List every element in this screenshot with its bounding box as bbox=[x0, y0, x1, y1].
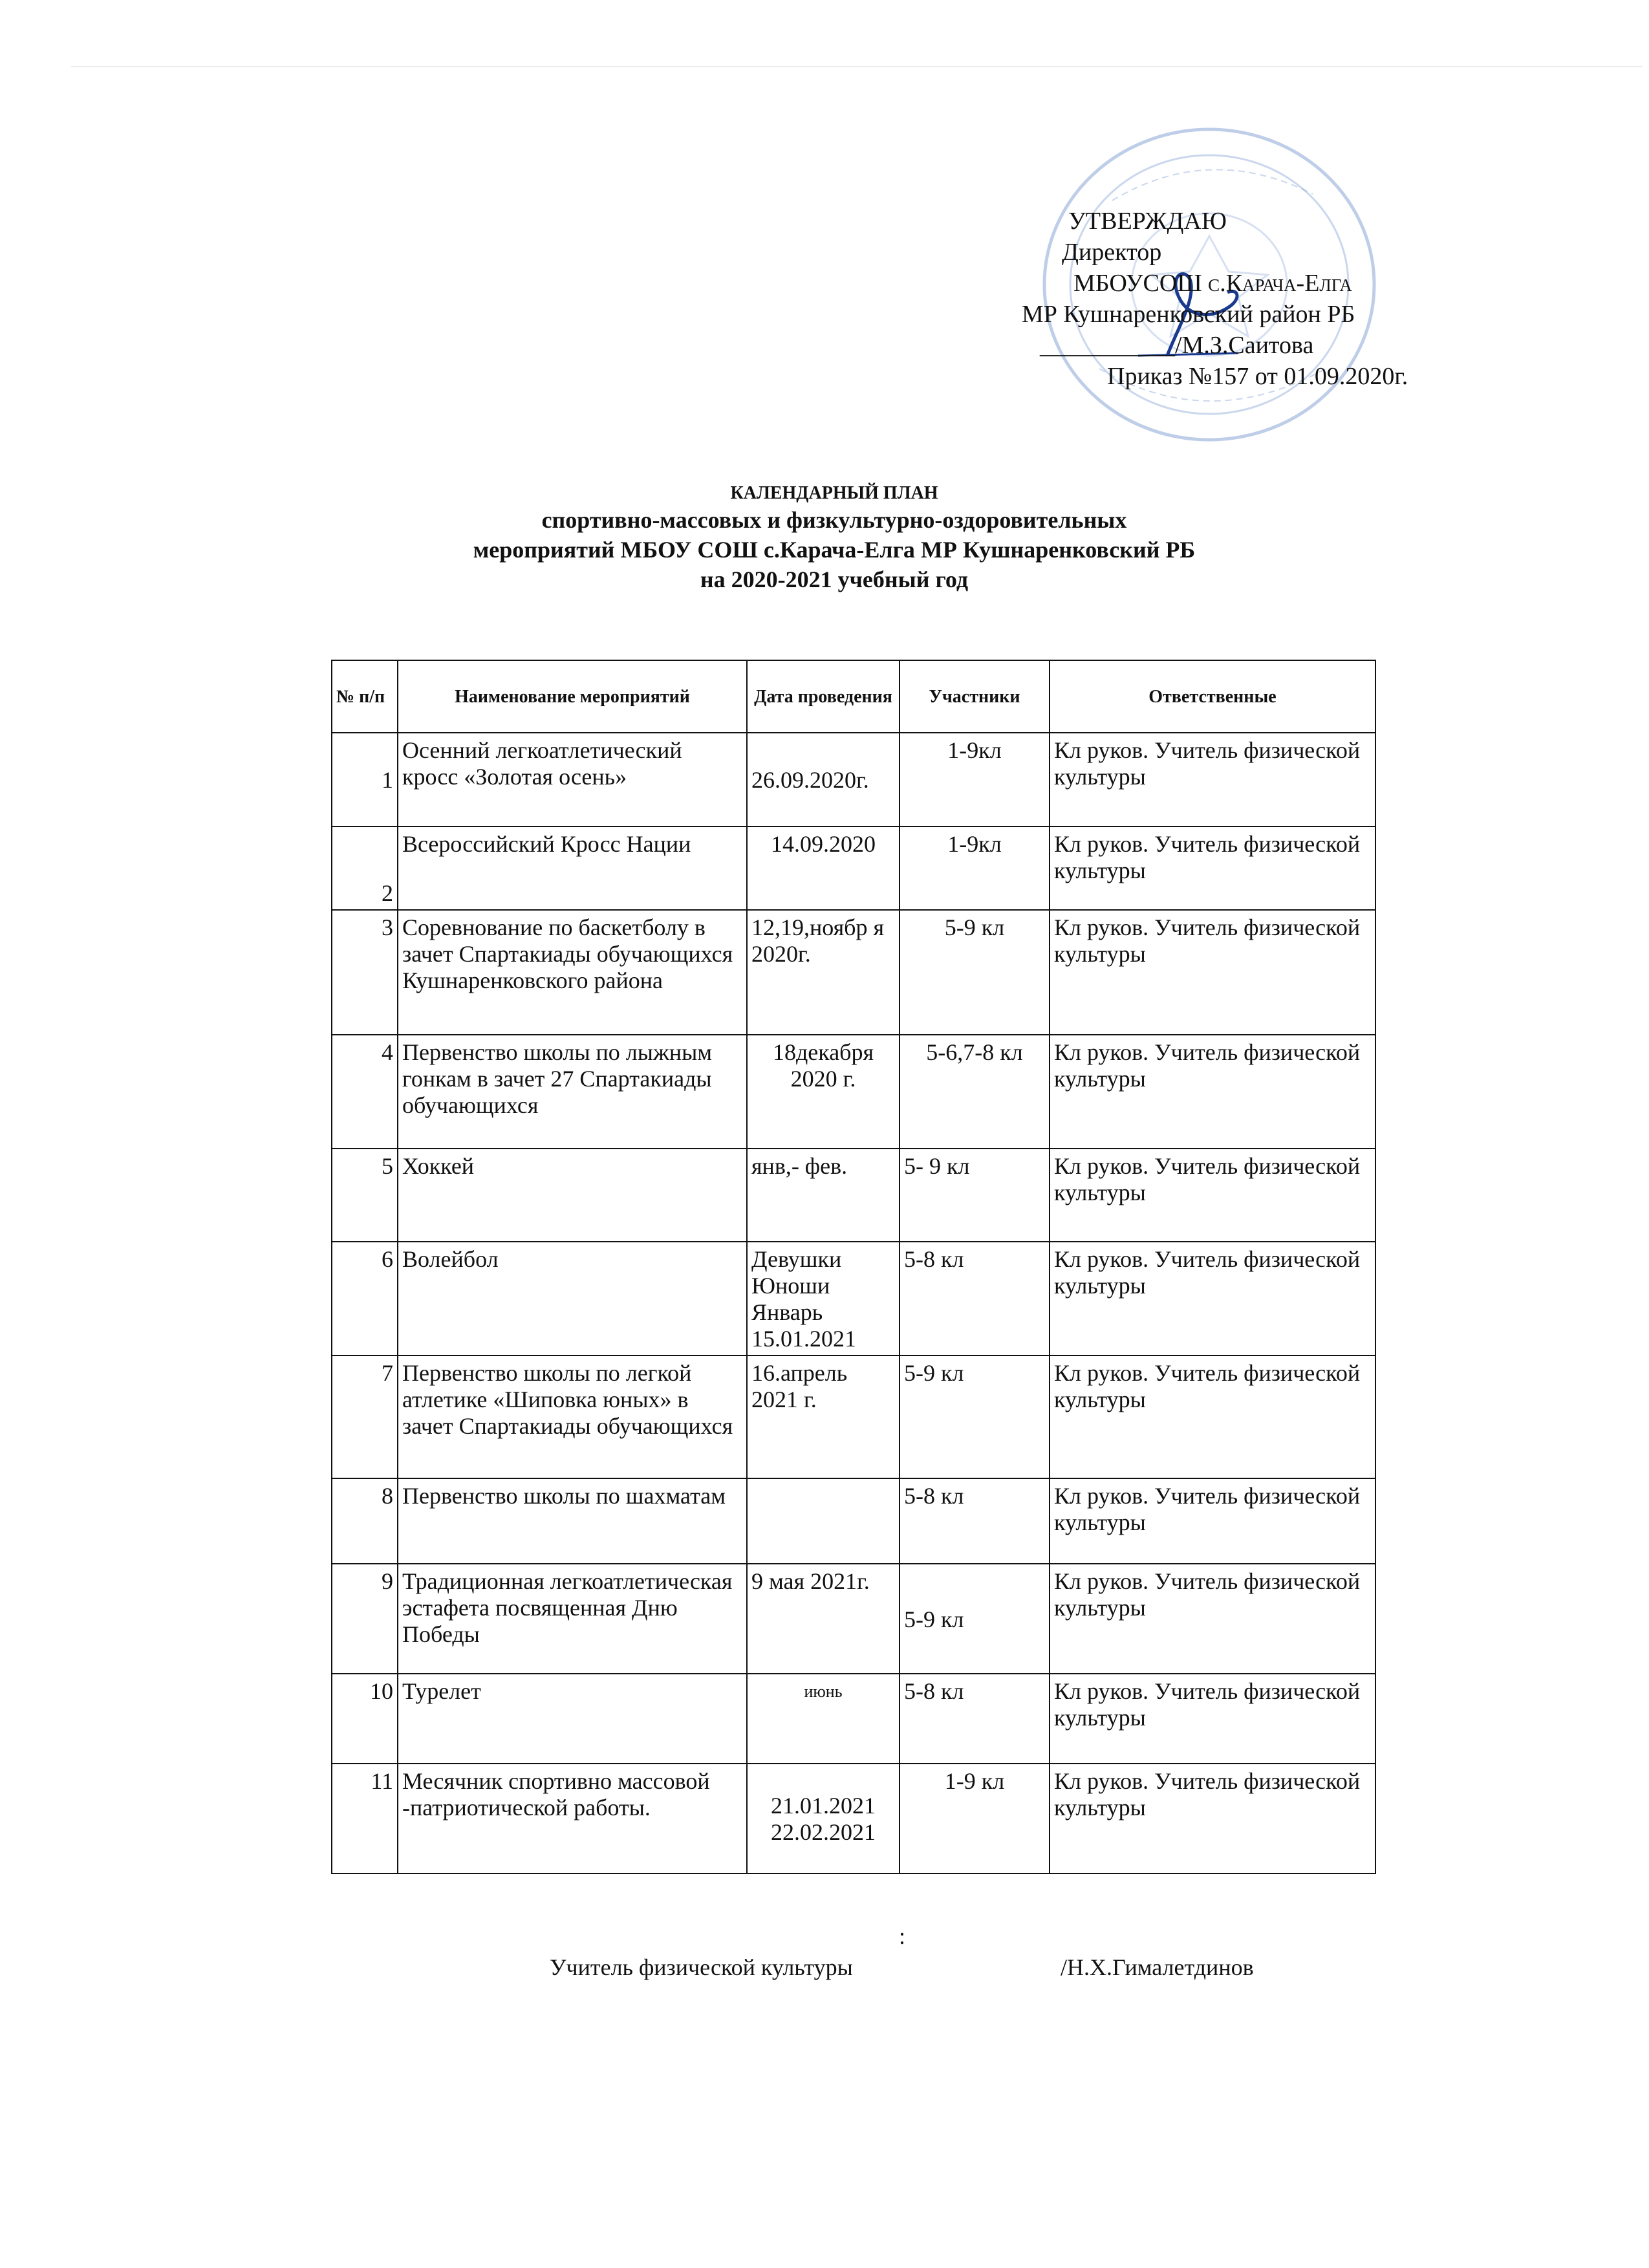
table-row bbox=[332, 1035, 1375, 1149]
row-participants: 1-9кл bbox=[900, 733, 1050, 826]
approval-order: Приказ №157 от 01.09.2020г. bbox=[1107, 363, 1408, 390]
row-num: 3 bbox=[332, 910, 398, 1035]
approval-school: МБОУСОШ с.Карача-Елга bbox=[1073, 270, 1352, 297]
row-participants: 5-8 кл bbox=[900, 1674, 1050, 1764]
row-participants: 1-9 кл bbox=[900, 1764, 1050, 1874]
header-responsible: Ответственные bbox=[1050, 660, 1375, 733]
table-row bbox=[332, 910, 1375, 1035]
table-header-row bbox=[332, 660, 1375, 733]
row-responsible: Кл руков. Учитель физической культуры bbox=[1050, 910, 1375, 1035]
row-date: 21.01.2021 22.02.2021 bbox=[747, 1764, 900, 1874]
approval-block bbox=[1009, 206, 1500, 392]
table-row bbox=[332, 1478, 1375, 1564]
row-date: Девушки Юноши Январь 15.01.2021 bbox=[747, 1242, 900, 1355]
row-responsible: Кл руков. Учитель физической культуры bbox=[1050, 1674, 1375, 1764]
row-participants: 5-9 кл bbox=[900, 910, 1050, 1035]
title-line-4: на 2020-2021 учебный год bbox=[700, 567, 969, 592]
row-responsible: Кл руков. Учитель физической культуры bbox=[1050, 826, 1375, 910]
row-name: Турелет bbox=[398, 1674, 747, 1764]
row-name: Традиционная легкоатлетическая эстафета посвященная Дню Победы bbox=[398, 1564, 747, 1674]
row-name: Осенний легкоатлетический кросс «Золотая осень» bbox=[398, 733, 747, 826]
row-date bbox=[747, 1478, 900, 1564]
title-line-1: КАЛЕНДАРНЫЙ ПЛАН bbox=[730, 483, 938, 503]
row-participants: 1-9кл bbox=[900, 826, 1050, 910]
footer-colon: : bbox=[899, 1923, 906, 1949]
row-name: Первенство школы по шахматам bbox=[398, 1478, 747, 1564]
table-row bbox=[332, 1674, 1375, 1764]
row-date: июнь bbox=[747, 1674, 900, 1764]
events-table bbox=[331, 660, 1376, 1874]
row-num: 10 bbox=[332, 1674, 398, 1764]
row-participants: 5-9 кл bbox=[900, 1564, 1050, 1674]
row-responsible: Кл руков. Учитель физической культуры bbox=[1050, 1149, 1375, 1242]
row-num: 11 bbox=[332, 1764, 398, 1874]
document-title bbox=[388, 482, 1280, 594]
header-participants: Участники bbox=[900, 660, 1050, 733]
scan-edge-line bbox=[71, 66, 1643, 67]
row-participants: 5-8 кл bbox=[900, 1242, 1050, 1355]
row-name: Соревнование по баскетболу в зачет Спартакиады обучающихся Кушнаренковского района bbox=[398, 910, 747, 1035]
table-row bbox=[332, 1149, 1375, 1242]
row-date: 9 мая 2021г. bbox=[747, 1564, 900, 1674]
row-name: Первенство школы по лыжным гонкам в зачет 27 Спартакиады обучающихся bbox=[398, 1035, 747, 1149]
table-row bbox=[332, 1355, 1375, 1478]
row-participants: 5-6,7-8 кл bbox=[900, 1035, 1050, 1149]
row-date: 12,19,ноябр я 2020г. bbox=[747, 910, 900, 1035]
row-name: Хоккей bbox=[398, 1149, 747, 1242]
row-date: янв,- фев. bbox=[747, 1149, 900, 1242]
footer-role: Учитель физической культуры bbox=[550, 1954, 853, 1980]
row-num: 7 bbox=[332, 1355, 398, 1478]
row-name: Всероссийский Кросс Нации bbox=[398, 826, 747, 910]
row-num: 4 bbox=[332, 1035, 398, 1149]
row-name: Волейбол bbox=[398, 1242, 747, 1355]
table-row bbox=[332, 733, 1375, 826]
row-responsible: Кл руков. Учитель физической культуры bbox=[1050, 1564, 1375, 1674]
table-row bbox=[332, 1242, 1375, 1355]
row-responsible: Кл руков. Учитель физической культуры bbox=[1050, 1035, 1375, 1149]
table-row bbox=[332, 826, 1375, 910]
row-date: 14.09.2020 bbox=[747, 826, 900, 910]
approval-director: Директор bbox=[1062, 239, 1162, 266]
row-num: 6 bbox=[332, 1242, 398, 1355]
title-line-2: спортивно-массовых и физкультурно-оздоровительных bbox=[541, 507, 1127, 533]
row-num: 2 bbox=[332, 826, 398, 910]
header-num: № п/п bbox=[332, 660, 398, 733]
table-row bbox=[332, 1764, 1375, 1874]
row-participants: 5-9 кл bbox=[900, 1355, 1050, 1478]
row-responsible: Кл руков. Учитель физической культуры bbox=[1050, 1355, 1375, 1478]
approval-approve: УТВЕРЖДАЮ bbox=[1068, 208, 1227, 235]
row-responsible: Кл руков. Учитель физической культуры bbox=[1050, 1478, 1375, 1564]
row-date: 16.апрель 2021 г. bbox=[747, 1355, 900, 1478]
row-participants: 5- 9 кл bbox=[900, 1149, 1050, 1242]
row-participants: 5-8 кл bbox=[900, 1478, 1050, 1564]
header-date: Дата проведения bbox=[747, 660, 900, 733]
footer-name: /Н.Х.Гималетдинов bbox=[1061, 1954, 1254, 1980]
row-num: 5 bbox=[332, 1149, 398, 1242]
row-responsible: Кл руков. Учитель физической культуры bbox=[1050, 1242, 1375, 1355]
row-num: 8 bbox=[332, 1478, 398, 1564]
table-row bbox=[332, 1564, 1375, 1674]
row-responsible: Кл руков. Учитель физической культуры bbox=[1050, 1764, 1375, 1874]
row-date: 26.09.2020г. bbox=[747, 733, 900, 826]
title-line-3: мероприятий МБОУ СОШ с.Карача-Елга МР Кушнаренковский РБ bbox=[473, 537, 1196, 563]
row-num: 9 bbox=[332, 1564, 398, 1674]
row-date: 18декабря 2020 г. bbox=[747, 1035, 900, 1149]
row-num: 1 bbox=[332, 733, 398, 826]
row-responsible: Кл руков. Учитель физической культуры bbox=[1050, 733, 1375, 826]
approval-district: МР Кушнаренковский район РБ bbox=[1022, 301, 1355, 328]
row-name: Месячник спортивно массовой -патриотической работы. bbox=[398, 1764, 747, 1874]
approval-signature-line: ___________/М.З.Саитова bbox=[1040, 332, 1314, 359]
row-name: Первенство школы по легкой атлетике «Шиповка юных» в зачет Спартакиады обучающихся bbox=[398, 1355, 747, 1478]
header-name: Наименование мероприятий bbox=[398, 660, 747, 733]
